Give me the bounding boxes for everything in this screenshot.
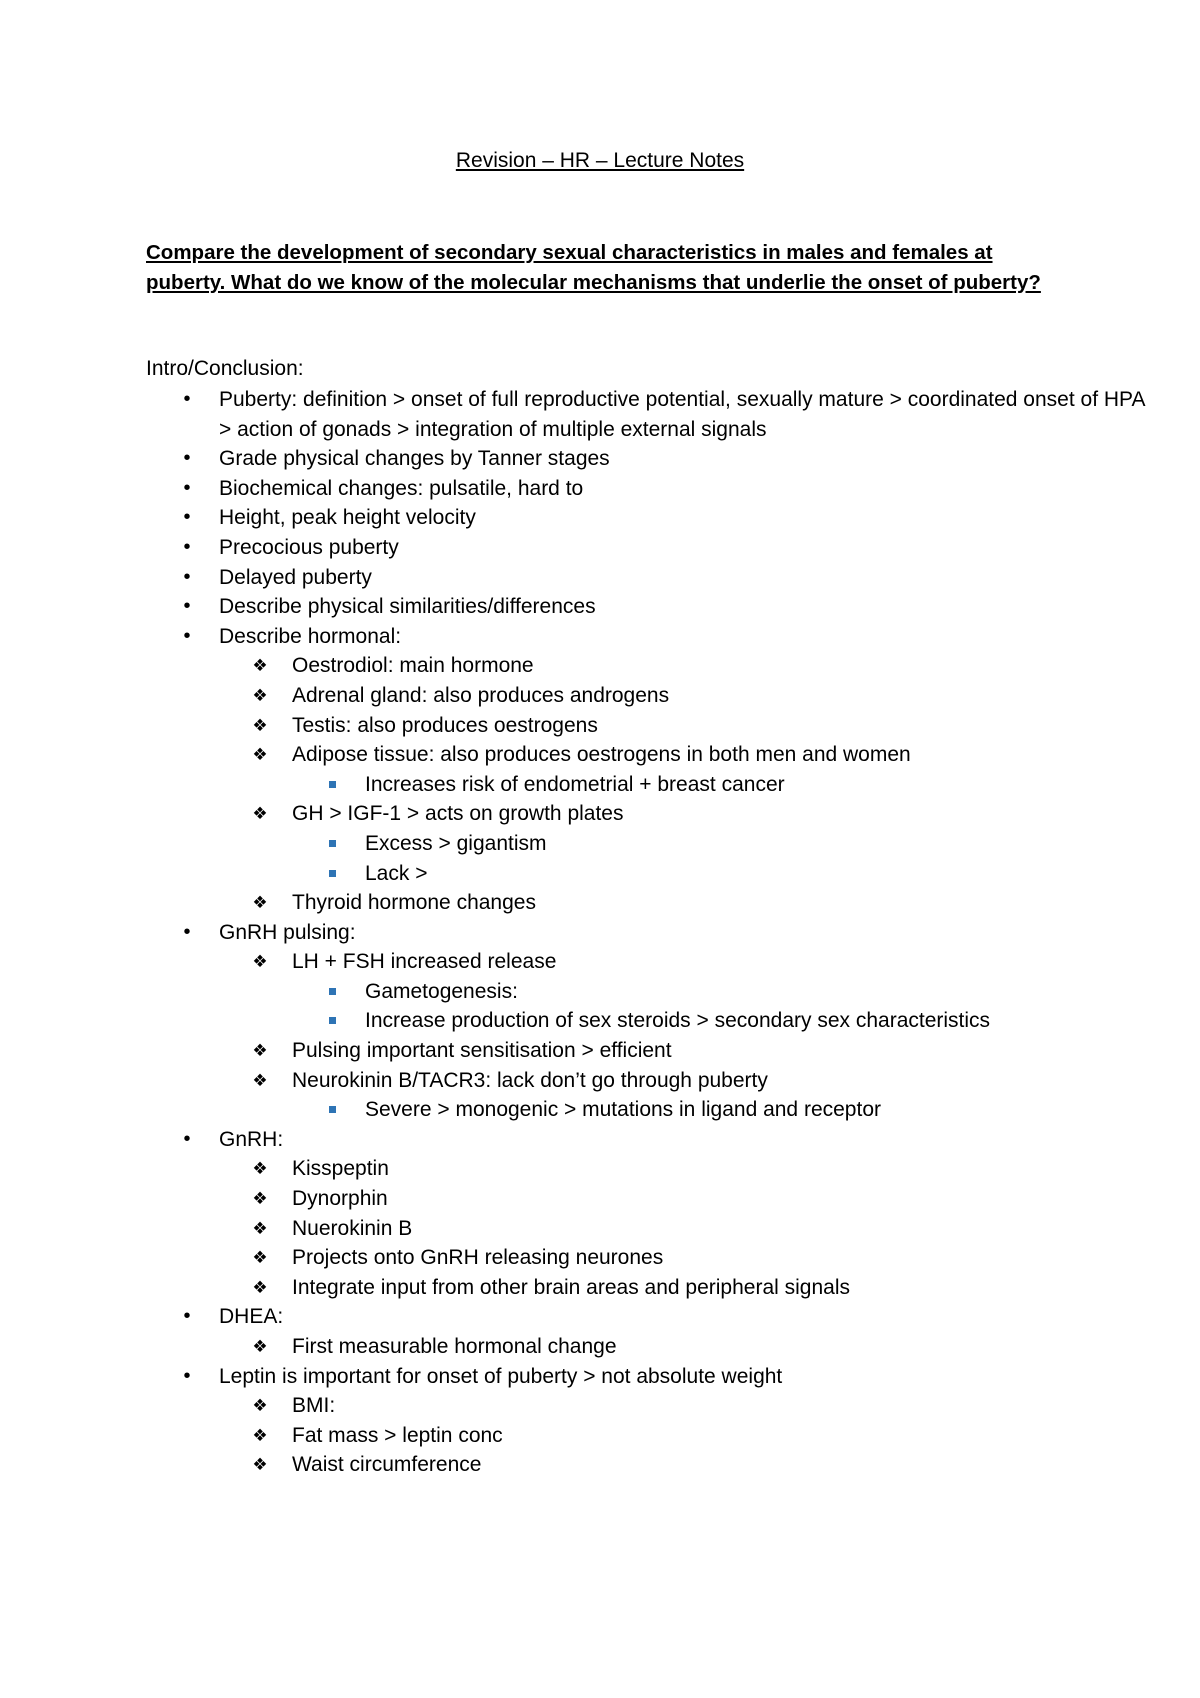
note-item-level-3 <box>146 1095 1146 1125</box>
note-item-level-2 <box>146 799 1146 829</box>
note-text: Gametogenesis: <box>365 979 518 1003</box>
note-text: GH > IGF-1 > acts on growth plates <box>292 802 624 826</box>
round-bullet-icon: • <box>183 535 191 558</box>
note-text: Fat mass > leptin conc <box>292 1423 503 1447</box>
note-text: Delayed puberty <box>219 565 372 589</box>
note-item-level-1 <box>146 533 1146 563</box>
note-text: Testis: also produces oestrogens <box>292 713 598 737</box>
note-text: Lack > <box>365 861 428 885</box>
note-text: Describe physical similarities/differences <box>219 595 596 619</box>
note-text: Adipose tissue: also produces oestrogens in both men and women <box>292 743 911 767</box>
round-bullet-icon: • <box>183 1127 191 1150</box>
diamond-bullet-icon: ❖ <box>252 1070 268 1090</box>
round-bullet-icon: • <box>183 595 191 618</box>
round-bullet-icon: • <box>183 447 191 470</box>
note-item-level-1 <box>146 563 1146 593</box>
round-bullet-icon: • <box>183 506 191 529</box>
note-item-level-3 <box>146 859 1146 889</box>
note-item-level-1 <box>146 1302 1146 1332</box>
note-item-level-1 <box>146 592 1146 622</box>
diamond-bullet-icon: ❖ <box>252 1159 268 1179</box>
note-item-level-2 <box>146 1214 1146 1244</box>
note-item-level-2 <box>146 1184 1146 1214</box>
diamond-bullet-icon: ❖ <box>252 715 268 735</box>
note-text: Leptin is important for onset of puberty > not absolute weight <box>219 1364 783 1388</box>
note-item-level-1 <box>146 918 1146 948</box>
note-item-level-2 <box>146 1036 1146 1066</box>
note-text: Severe > monogenic > mutations in ligand and receptor <box>365 1098 881 1122</box>
note-item-level-2 <box>146 888 1146 918</box>
diamond-bullet-icon: ❖ <box>252 656 268 676</box>
note-text: Waist circumference <box>292 1453 482 1477</box>
diamond-bullet-icon: ❖ <box>252 685 268 705</box>
note-item-level-2 <box>146 1154 1146 1184</box>
diamond-bullet-icon: ❖ <box>252 1218 268 1238</box>
diamond-bullet-icon: ❖ <box>252 745 268 765</box>
diamond-bullet-icon: ❖ <box>252 1041 268 1061</box>
note-text: BMI: <box>292 1394 336 1418</box>
document-title: Revision – HR – Lecture Notes <box>455 149 745 172</box>
note-text: Neurokinin B/TACR3: lack don’t go through puberty <box>292 1068 768 1092</box>
note-text: DHEA: <box>219 1305 284 1329</box>
note-item-level-3 <box>146 829 1146 859</box>
round-bullet-icon: • <box>183 920 191 943</box>
note-item-level-2 <box>146 1421 1146 1451</box>
diamond-bullet-icon: ❖ <box>252 893 268 913</box>
square-bullet-icon <box>329 1106 336 1113</box>
note-text: Precocious puberty <box>219 535 399 559</box>
note-text: Projects onto GnRH releasing neurones <box>292 1246 664 1270</box>
note-text: LH + FSH increased release <box>292 950 557 974</box>
square-bullet-icon <box>329 781 336 788</box>
note-item-level-1 <box>146 622 1146 652</box>
square-bullet-icon <box>329 870 336 877</box>
note-text: Height, peak height velocity <box>219 506 476 530</box>
note-item-level-2 <box>146 651 1146 681</box>
round-bullet-icon: • <box>183 624 191 647</box>
note-item-level-2 <box>146 1066 1146 1096</box>
note-text: GnRH: <box>219 1127 284 1151</box>
round-bullet-icon: • <box>183 476 191 499</box>
note-text: First measurable hormonal change <box>292 1335 617 1358</box>
diamond-bullet-icon: ❖ <box>252 1248 268 1268</box>
round-bullet-icon: • <box>183 1305 191 1328</box>
note-item-level-2 <box>146 711 1146 741</box>
note-text: GnRH pulsing: <box>219 920 356 944</box>
note-item-level-1 <box>146 474 1146 504</box>
note-text: Kisspeptin <box>292 1157 389 1181</box>
note-text: Integrate input from other brain areas and peripheral signals <box>292 1275 850 1299</box>
note-text: Biochemical changes: pulsatile, hard to <box>219 476 584 500</box>
note-text: Adrenal gland: also produces androgens <box>292 683 670 707</box>
note-item-level-2 <box>146 1332 1146 1362</box>
note-item-level-3 <box>146 977 1146 1007</box>
diamond-bullet-icon: ❖ <box>252 1425 268 1445</box>
note-text: Increase production of sex steroids > secondary sex characteristics <box>365 1009 991 1033</box>
note-item-level-1 <box>146 503 1146 533</box>
note-text: Increases risk of endometrial + breast cancer <box>365 772 785 796</box>
diamond-bullet-icon: ❖ <box>252 804 268 824</box>
note-item-level-3 <box>146 1006 1146 1036</box>
round-bullet-icon: • <box>183 1364 191 1387</box>
note-text: Thyroid hormone changes <box>292 891 536 915</box>
note-text: Grade physical changes by Tanner stages <box>219 447 610 471</box>
square-bullet-icon <box>329 1017 336 1024</box>
note-text: Nuerokinin B <box>292 1216 413 1240</box>
note-item-level-2 <box>146 681 1146 711</box>
diamond-bullet-icon: ❖ <box>252 1337 268 1356</box>
note-text: Puberty: definition > onset of full reproductive potential, sexually mature > coordinated onset of HPA > action of gonads > integration of multiple external signals <box>219 388 1145 441</box>
note-item-level-2 <box>146 1391 1146 1421</box>
note-item-level-2 <box>146 1243 1146 1273</box>
round-bullet-icon: • <box>183 388 191 410</box>
diamond-bullet-icon: ❖ <box>252 952 268 972</box>
square-bullet-icon <box>329 840 336 847</box>
note-item-level-1 <box>146 1125 1146 1155</box>
note-text: Dynorphin <box>292 1187 388 1211</box>
square-bullet-icon <box>329 988 336 995</box>
notes-list <box>146 385 1146 1480</box>
round-bullet-icon: • <box>183 565 191 588</box>
intro-conclusion-label: Intro/Conclusion: <box>146 357 304 380</box>
note-text: Excess > gigantism <box>365 831 547 855</box>
note-item-level-1 <box>146 1362 1146 1392</box>
diamond-bullet-icon: ❖ <box>252 1396 268 1416</box>
diamond-bullet-icon: ❖ <box>252 1277 268 1297</box>
note-text: Oestrodiol: main hormone <box>292 654 534 678</box>
note-text: Pulsing important sensitisation > efficient <box>292 1039 672 1063</box>
essay-question: Compare the development of secondary sexual characteristics in males and females at puberty. What do we know of the molecular mechanisms that underlie the onset of puberty? <box>146 241 1041 294</box>
note-item-level-1 <box>146 444 1146 474</box>
note-item-level-2 <box>146 947 1146 977</box>
note-item-level-2 <box>146 740 1146 770</box>
diamond-bullet-icon: ❖ <box>252 1189 268 1209</box>
note-item-level-1 <box>146 385 1146 444</box>
note-item-level-3 <box>146 770 1146 800</box>
note-item-level-2 <box>146 1273 1146 1303</box>
note-item-level-2 <box>146 1450 1146 1480</box>
diamond-bullet-icon: ❖ <box>252 1455 268 1475</box>
note-text: Describe hormonal: <box>219 624 402 648</box>
